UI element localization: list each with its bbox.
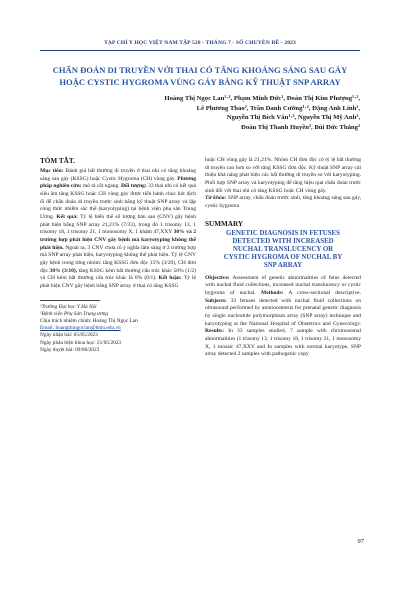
left-column [40,157,196,354]
conclusion-text: Tỷ lệ phát hiện CNV gây bệnh bằng SNP array ở thai có tăng KSSG [40,275,196,289]
received-date: Ngày nhận bài: 05/05/2023 [40,332,98,339]
english-title-line-4: CYSTIC HYGROMA OF NUCHAL BY [223,254,343,262]
footnote-divider [40,300,100,301]
affiliation-1: ¹Trường Đại học Y Hà Nội [40,303,97,310]
method-label: Phương pháp nghiên cứu: [40,175,196,190]
abstract-continuation: hoặc CH vùng gáy là 21,21%. Nhóm CH đơn độc có tỷ lệ bất thường di truyền cao hơn so với tăng KSSG đơn độc. Kỹ thuật SNP array cải thiện khả năng phát hiện các bất thường di truyền so với karyotyping. Phối hợp SNP array và karyotyping để tăng hiệu quả chẩn đoán trước sinh đối với thai nhi có tăng KSSG hoặc CH vùng gáy. [205,157,361,194]
english-title [205,230,361,271]
keywords-label: Từ khóa: [205,195,227,202]
keywords [205,195,361,210]
subjects-label: Subjects: [205,297,227,304]
header-divider [40,50,360,51]
result-text-3: tăng KSSG kèm bất thường cấu trúc khác 50% (1/2) và CH kèm bất thường cấu trúc khác là 0% (0/1). [40,267,196,282]
author-line-2: Lê Phương Thảo², Trần Danh Cường¹·², Đặng Anh Linh², [196,104,360,112]
method-text: mô tả cắt ngang. [82,183,120,190]
footnotes [40,304,196,354]
aim-label: Mục tiêu: [40,168,64,174]
objective-text: Assessment of genetic abnormalities of fetus detected with nuchal fluid collections, increased nuchal translucency or cystic hygroma of nuchal. [205,274,361,296]
article-title-line-1: CHẨN ĐOÁN DI TRUYỀN VỚI THAI CÓ TĂNG KHOẢNG SÁNG SAU GÁY [52,65,348,75]
result-text-bold-1: 30% và 2 trường hợp phát hiện CNV gây bệnh mà karyotyping không thể phát hiện. [40,229,197,251]
english-title-line-1: GENETIC DIAGNOSIS IN FETUSES [226,229,340,237]
methods-text: A cross-sectional descriptive. [288,289,361,296]
summary-heading: SUMMARY [205,219,244,228]
subject-text: 33 thai nhi có kết quả siêu âm tăng KSSG hoặc CH vùng gáy được tiến hành chọc hút dịch ối để chẩn đoán di truyền trước sinh bằng kỹ thuật SNP array và lập công thức nhiễm sắc thể (karyotyping) tại bệnh viện phụ sản Trung Ương. [40,183,196,220]
article-title [40,64,360,88]
accepted-date: Ngày duyệt bài: 09/06/2023 [40,346,100,353]
result-text-1: Tỷ lệ biến thể số lượng bản sao (CNV) gây bệnh phát hiện bằng SNP array 21,21% (7/33), trong đó 1 trisomy 13, 1 trisomy 18, 1 trisomy 21, 1 monosomy X, 1 khảm 47,XXY [40,213,196,236]
page-number: 97 [357,538,364,545]
corresponding-author: Chịu trách nhiệm chính: Hoàng Thị Ngọc Lan [40,317,138,324]
email-link[interactable]: Email: hoangthingoclan@hmu.edu.vn [40,325,121,332]
keywords-text: SNP array, chẩn đoán trước sinh, tăng khoảng sáng sau gáy, cystic hygroma [205,195,361,209]
right-column [205,157,361,359]
english-title-line-3: NUCHAL TRANSLUCENCY OR [232,246,334,253]
author-list [120,94,360,132]
result-label: Kết quả: [56,213,78,220]
subject-label: Đối tượng: [121,183,147,190]
review-date: Ngày phản biện khoa học: 21/05/2023 [40,339,122,346]
objective-label: Objective: [205,274,230,281]
abstract-body [40,168,196,291]
english-title-line-2: DETECTED WITH INCREASED [232,237,334,245]
affiliation-2: ²Bệnh viện Phụ Sản Trung ương [40,310,109,317]
results-label: Results: [205,328,225,335]
author-line-3: Nguyễn Thị Bích Vân¹·², Nguyễn Thị Mỹ Anh², [226,114,360,121]
subjects-text: 33 fetuses detected with nuchal fluid collections on ultrasound performed by amniocentesis for prenatal genetic diagnosis by single nucleotide polymorphism array (SNP array) technique and karyotyping at the National Hospital of Obstetrics and Gynecology. [205,297,361,327]
methods-label: Methods: [260,289,284,296]
conclusion-label: Kết luận: [158,275,182,282]
abstract-heading: TÓM TẮT. [40,157,75,165]
running-head: TẠP CHÍ Y HỌC VIỆT NAM TẬP 528 - THÁNG 7 - SỐ CHUYÊN ĐỀ - 2023 [104,40,296,46]
author-line-4: Đoàn Thị Thanh Huyền², Bùi Đức Thắng² [241,123,360,131]
summary-body [205,275,361,359]
aim-text: Đánh giá bất thường di truyền ở thai nhi có tăng khoảng sáng sau gáy (KSSG) hoặc Cystic Hygroma (CH) vùng gáy. [40,168,197,182]
result-text-2: Ngoài ra, 3 CNV chưa rõ ý nghĩa lâm sàng ở 2 trường hợp mà SNP array phát hiện, karyotyping không thể phát hiện. Tỷ lệ CNV gây bệnh trong từng nhóm: tăng KSSG đơn độc 15% (3/20), CH đơn độc [40,244,196,274]
results-text: In 33 samples studied, 7 sample with chromosomal abnormalities (1 trisomy 13, 1 trisomy 18, 1 trisomy 21, 1 monosomy X, 1 mosaic 47,XXY and In samples with normal karyotype, SNP array detected 2 samples with pathogenic copy [205,328,362,358]
english-title-line-5: SNP ARRAY [263,262,303,270]
article-title-line-2: HOẶC CYSTIC HYGROMA VÙNG GÁY BẰNG KỸ THUẬT SNP ARRAY [59,77,341,87]
author-line-1: Hoàng Thị Ngọc Lan¹·², Phạm Minh Đức¹, Đoàn Thị Kim Phượng¹·², [164,95,360,102]
result-text-bold-2: 30% (3/10), [49,267,78,274]
